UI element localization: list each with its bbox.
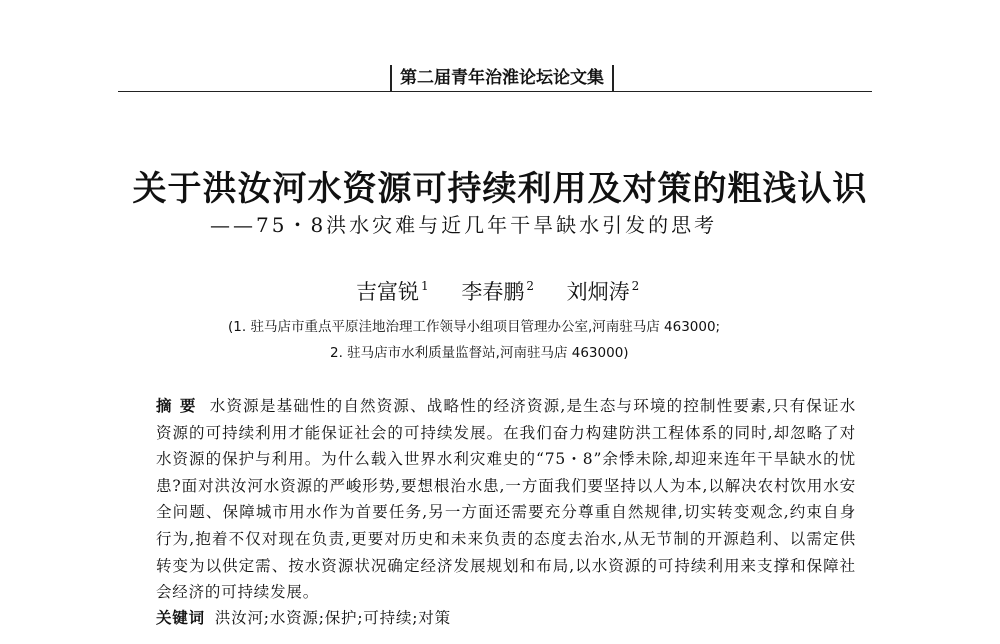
- abstract-text: 水资源是基础性的自然资源、战略性的经济资源,是生态与环境的控制性要素,只有保证水资源的可持续利用才能保证社会的可持续发展。在我们奋力构建防洪工程体系的同时,却忽略了对水资源的保护与利用。为什么载入世界水利灾难史的“75・8”余悸未除,却迎来连年干旱缺水的忧患?面对洪汝河水资源的严峻形势,要想根治水患,一方面我们要坚持以人为本,以解决农村饮用水安全问题、保障城市用水作为首要任务,另一方面还需要充分尊重自然规律,切实转变观念,约束自身行为,抱着不仅对现在负责,更要对历史和未来负责的态度去治水,从无节制的开源趋利、以需定供转变为以供定需、按水资源状况确定经济发展规划和布局,以水资源的可持续利用来支撑和保障社会经济的可持续发展。: [156, 397, 856, 602]
- author: 刘炯涛 $^2$: [566, 279, 640, 304]
- author: 吉富锐 $^1$: [356, 279, 429, 304]
- affiliation-2: 2. 驻马店市水利质量监督站,河南驻马店 463000): [330, 345, 629, 361]
- keywords-text: 洪汝河;水资源;保护;可持续;对策: [214, 609, 451, 627]
- author: 李春鹏 $^2$: [461, 279, 534, 304]
- running-header: [118, 63, 872, 103]
- series-label: 第二届青年治淮论坛论文集: [390, 65, 614, 91]
- article-title: 关于洪汝河水资源可持续利用及对策的粗浅认识: [132, 169, 868, 209]
- header-rule: [118, 91, 872, 92]
- keywords-label: 关键词: [156, 609, 205, 627]
- affiliation-1: (1. 驻马店市重点平原洼地治理工作领导小组项目管理办公室,河南驻马店 463000;: [228, 319, 721, 335]
- abstract-label: 摘要: [156, 397, 204, 415]
- abstract: [156, 393, 856, 606]
- article-subtitle: ——75・8洪水灾难与近几年干旱缺水引发的思考: [210, 213, 718, 237]
- author-list: [356, 272, 665, 306]
- keywords: [156, 605, 451, 631]
